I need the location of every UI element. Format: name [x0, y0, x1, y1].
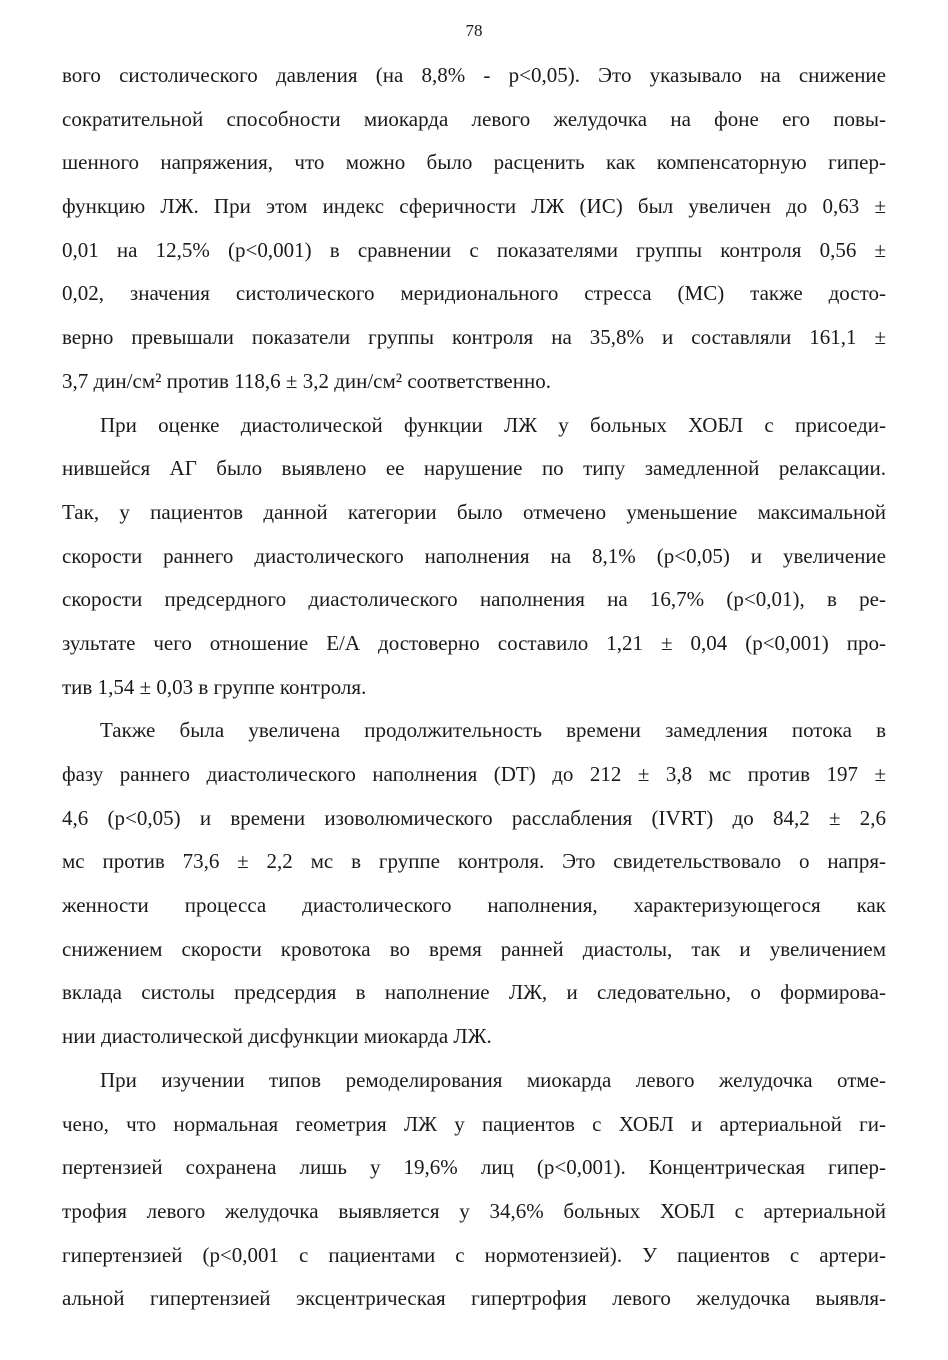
- text-line: тив 1,54 ± 0,03 в группе контроля.: [62, 674, 367, 699]
- text-line: зультате чего отношение Е/А достоверно составило 1,21 ± 0,04 (p<0,001) про-: [62, 630, 886, 655]
- text-line: 0,01 на 12,5% (p<0,001) в сравнении с показателями группы контроля 0,56 ±: [62, 237, 886, 262]
- text-line: 3,7 дин/см² против 118,6 ± 3,2 дин/см² соответственно.: [62, 368, 551, 393]
- text-line: женности процесса диастолического наполнения, характеризующегося как: [62, 893, 886, 918]
- text-line: альной гипертензией эксцентрическая гипертрофия левого желудочка выявля-: [62, 1286, 886, 1311]
- text-line: Также была увеличена продолжительность времени замедления потока в: [100, 718, 886, 743]
- text-line: верно превышали показатели группы контроля на 35,8% и составляли 161,1 ±: [62, 325, 886, 350]
- text-line: чено, что нормальная геометрия ЛЖ у пациентов с ХОБЛ и артериальной ги-: [62, 1111, 886, 1136]
- text-line: фазу раннего диастолического наполнения (DT) до 212 ± 3,8 мс против 197 ±: [62, 762, 886, 786]
- text-line: При изучении типов ремоделирования миокарда левого желудочка отме-: [100, 1067, 886, 1092]
- text-line: пертензией сохранена лишь у 19,6% лиц (p<0,001). Концентрическая гипер-: [62, 1155, 886, 1180]
- text-line: скорости раннего диастолического наполнения на 8,1% (p<0,05) и увеличение: [62, 543, 886, 568]
- text-line: трофия левого желудочка выявляется у 34,6% больных ХОБЛ с артериальной: [62, 1198, 886, 1223]
- body-text: [62, 54, 886, 1321]
- text-line: скорости предсердного диастолического наполнения на 16,7% (p<0,01), в ре-: [62, 587, 886, 612]
- text-line: снижением скорости кровотока во время ранней диастолы, так и увеличением: [62, 936, 886, 961]
- text-line: шенного напряжения, что можно было расценить как компенсаторную гипер-: [62, 150, 886, 175]
- text-line: гипертензией (p<0,001 с пациентами с нормотензией). У пациентов с артери-: [62, 1242, 886, 1267]
- text-line: При оценке диастолической функции ЛЖ у больных ХОБЛ с присоеди-: [100, 412, 886, 437]
- text-line: нившейся АГ было выявлено ее нарушение по типу замедленной релаксации.: [62, 456, 886, 481]
- text-line: Так, у пациентов данной категории было отмечено уменьшение максимальной: [62, 499, 886, 524]
- text-line: вклада систолы предсердия в наполнение ЛЖ, и следовательно, о формирова-: [62, 980, 886, 1005]
- text-line: 0,02, значения систолического меридионального стресса (МС) также досто-: [62, 281, 886, 306]
- text-line: сократительной способности миокарда левого желудочка на фоне его повы-: [62, 106, 886, 131]
- text-line: вого систолического давления (на 8,8% - p<0,05). Это указывало на снижение: [62, 63, 886, 87]
- page-number: 78: [465, 21, 483, 40]
- text-line: нии диастолической дисфункции миокарда ЛЖ.: [62, 1024, 492, 1049]
- text-line: мс против 73,6 ± 2,2 мс в группе контроля. Это свидетельствовало о напря-: [62, 849, 886, 874]
- text-line: 4,6 (p<0,05) и времени изоволюмического расслабления (IVRT) до 84,2 ± 2,6: [62, 805, 886, 830]
- text-line: функцию ЛЖ. При этом индекс сферичности ЛЖ (ИС) был увеличен до 0,63 ±: [62, 194, 886, 219]
